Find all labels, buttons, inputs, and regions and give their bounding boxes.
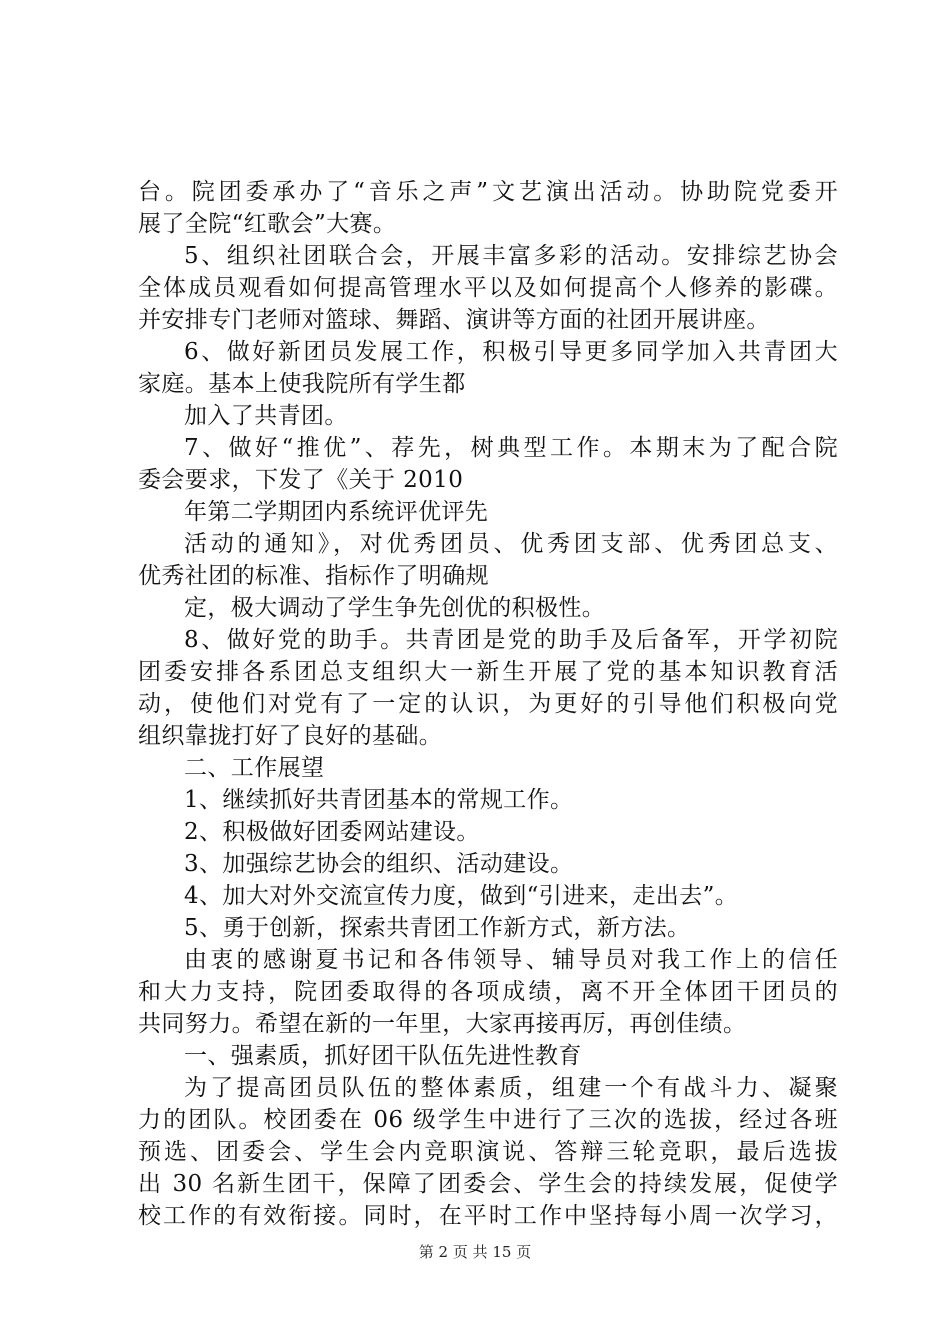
- text-line: 活动的通知》，对优秀团员、优秀团支部、优秀团总支、: [184, 531, 838, 557]
- list-item: 1、继续抓好共青团基本的常规工作。: [184, 787, 574, 813]
- text-line: 出 30 名新生团干，保障了团委会、学生会的持续发展，促使学: [138, 1171, 838, 1197]
- section-heading: 二、工作展望: [184, 755, 325, 781]
- text-line: 校工作的有效衔接。同时，在平时工作中坚持每小周一次学习，: [138, 1203, 838, 1229]
- text-line: 动，使他们对党有了一定的认识，为更好的引导他们积极向党: [138, 691, 838, 717]
- text-line: 家庭。基本上使我院所有学生都: [138, 371, 466, 397]
- text-line: 并安排专门老师对篮球、舞蹈、演讲等方面的社团开展讲座。: [138, 307, 770, 333]
- text-line: 5、组织社团联合会，开展丰富多彩的活动。安排综艺协会: [184, 243, 838, 269]
- text-line: 年第二学期团内系统评优评先: [184, 499, 489, 525]
- text-line: 定，极大调动了学生争先创优的积极性。: [184, 595, 606, 621]
- text-line: 力的团队。校团委在 06 级学生中进行了三次的选拔，经过各班: [138, 1107, 838, 1133]
- text-line: 台。院团委承办了“音乐之声”文艺演出活动。协助院党委开: [138, 179, 838, 205]
- text-line: 为了提高团员队伍的整体素质，组建一个有战斗力、凝聚: [184, 1075, 838, 1101]
- text-line: 6、做好新团员发展工作，积极引导更多同学加入共青团大: [184, 339, 838, 365]
- text-line: 7、做好“推优”、荐先，树典型工作。本期末为了配合院: [184, 435, 838, 461]
- text-line: 展了全院“红歌会”大赛。: [138, 211, 397, 237]
- text-line: 加入了共青团。: [184, 403, 348, 429]
- text-line: 共同努力。希望在新的一年里，大家再接再厉，再创佳绩。: [138, 1011, 747, 1037]
- text-line: 和大力支持，院团委取得的各项成绩，离不开全体团干团员的: [138, 979, 838, 1005]
- text-line: 预选、团委会、学生会内竞职演说、答辩三轮竞职，最后选拔: [138, 1139, 838, 1165]
- text-line: 由衷的感谢夏书记和各伟领导、辅导员对我工作上的信任: [184, 947, 838, 973]
- text-line: 委会要求，下发了《关于 2010: [138, 467, 464, 493]
- page-number-footer: 第 2 页 共 15 页: [418, 1243, 532, 1261]
- list-item: 3、加强综艺协会的组织、活动建设。: [184, 851, 574, 877]
- document-body: [138, 176, 838, 1232]
- list-item: 2、积极做好团委网站建设。: [184, 819, 480, 845]
- text-line: 全体成员观看如何提高管理水平以及如何提高个人修养的影碟。: [138, 275, 838, 301]
- text-line: 优秀社团的标准、指标作了明确规: [138, 563, 489, 589]
- section-heading: 一、强素质，抓好团干队伍先进性教育: [184, 1043, 582, 1069]
- text-line: 8、做好党的助手。共青团是党的助手及后备军，开学初院: [184, 627, 838, 653]
- text-line: 组织靠拢打好了良好的基础。: [138, 723, 443, 749]
- list-item: 5、勇于创新，探索共青团工作新方式，新方法。: [184, 915, 691, 941]
- text-line: 团委安排各系团总支组织大一新生开展了党的基本知识教育活: [138, 659, 838, 685]
- list-item: 4、加大对外交流宣传力度，做到“引进来，走出去”。: [184, 883, 739, 909]
